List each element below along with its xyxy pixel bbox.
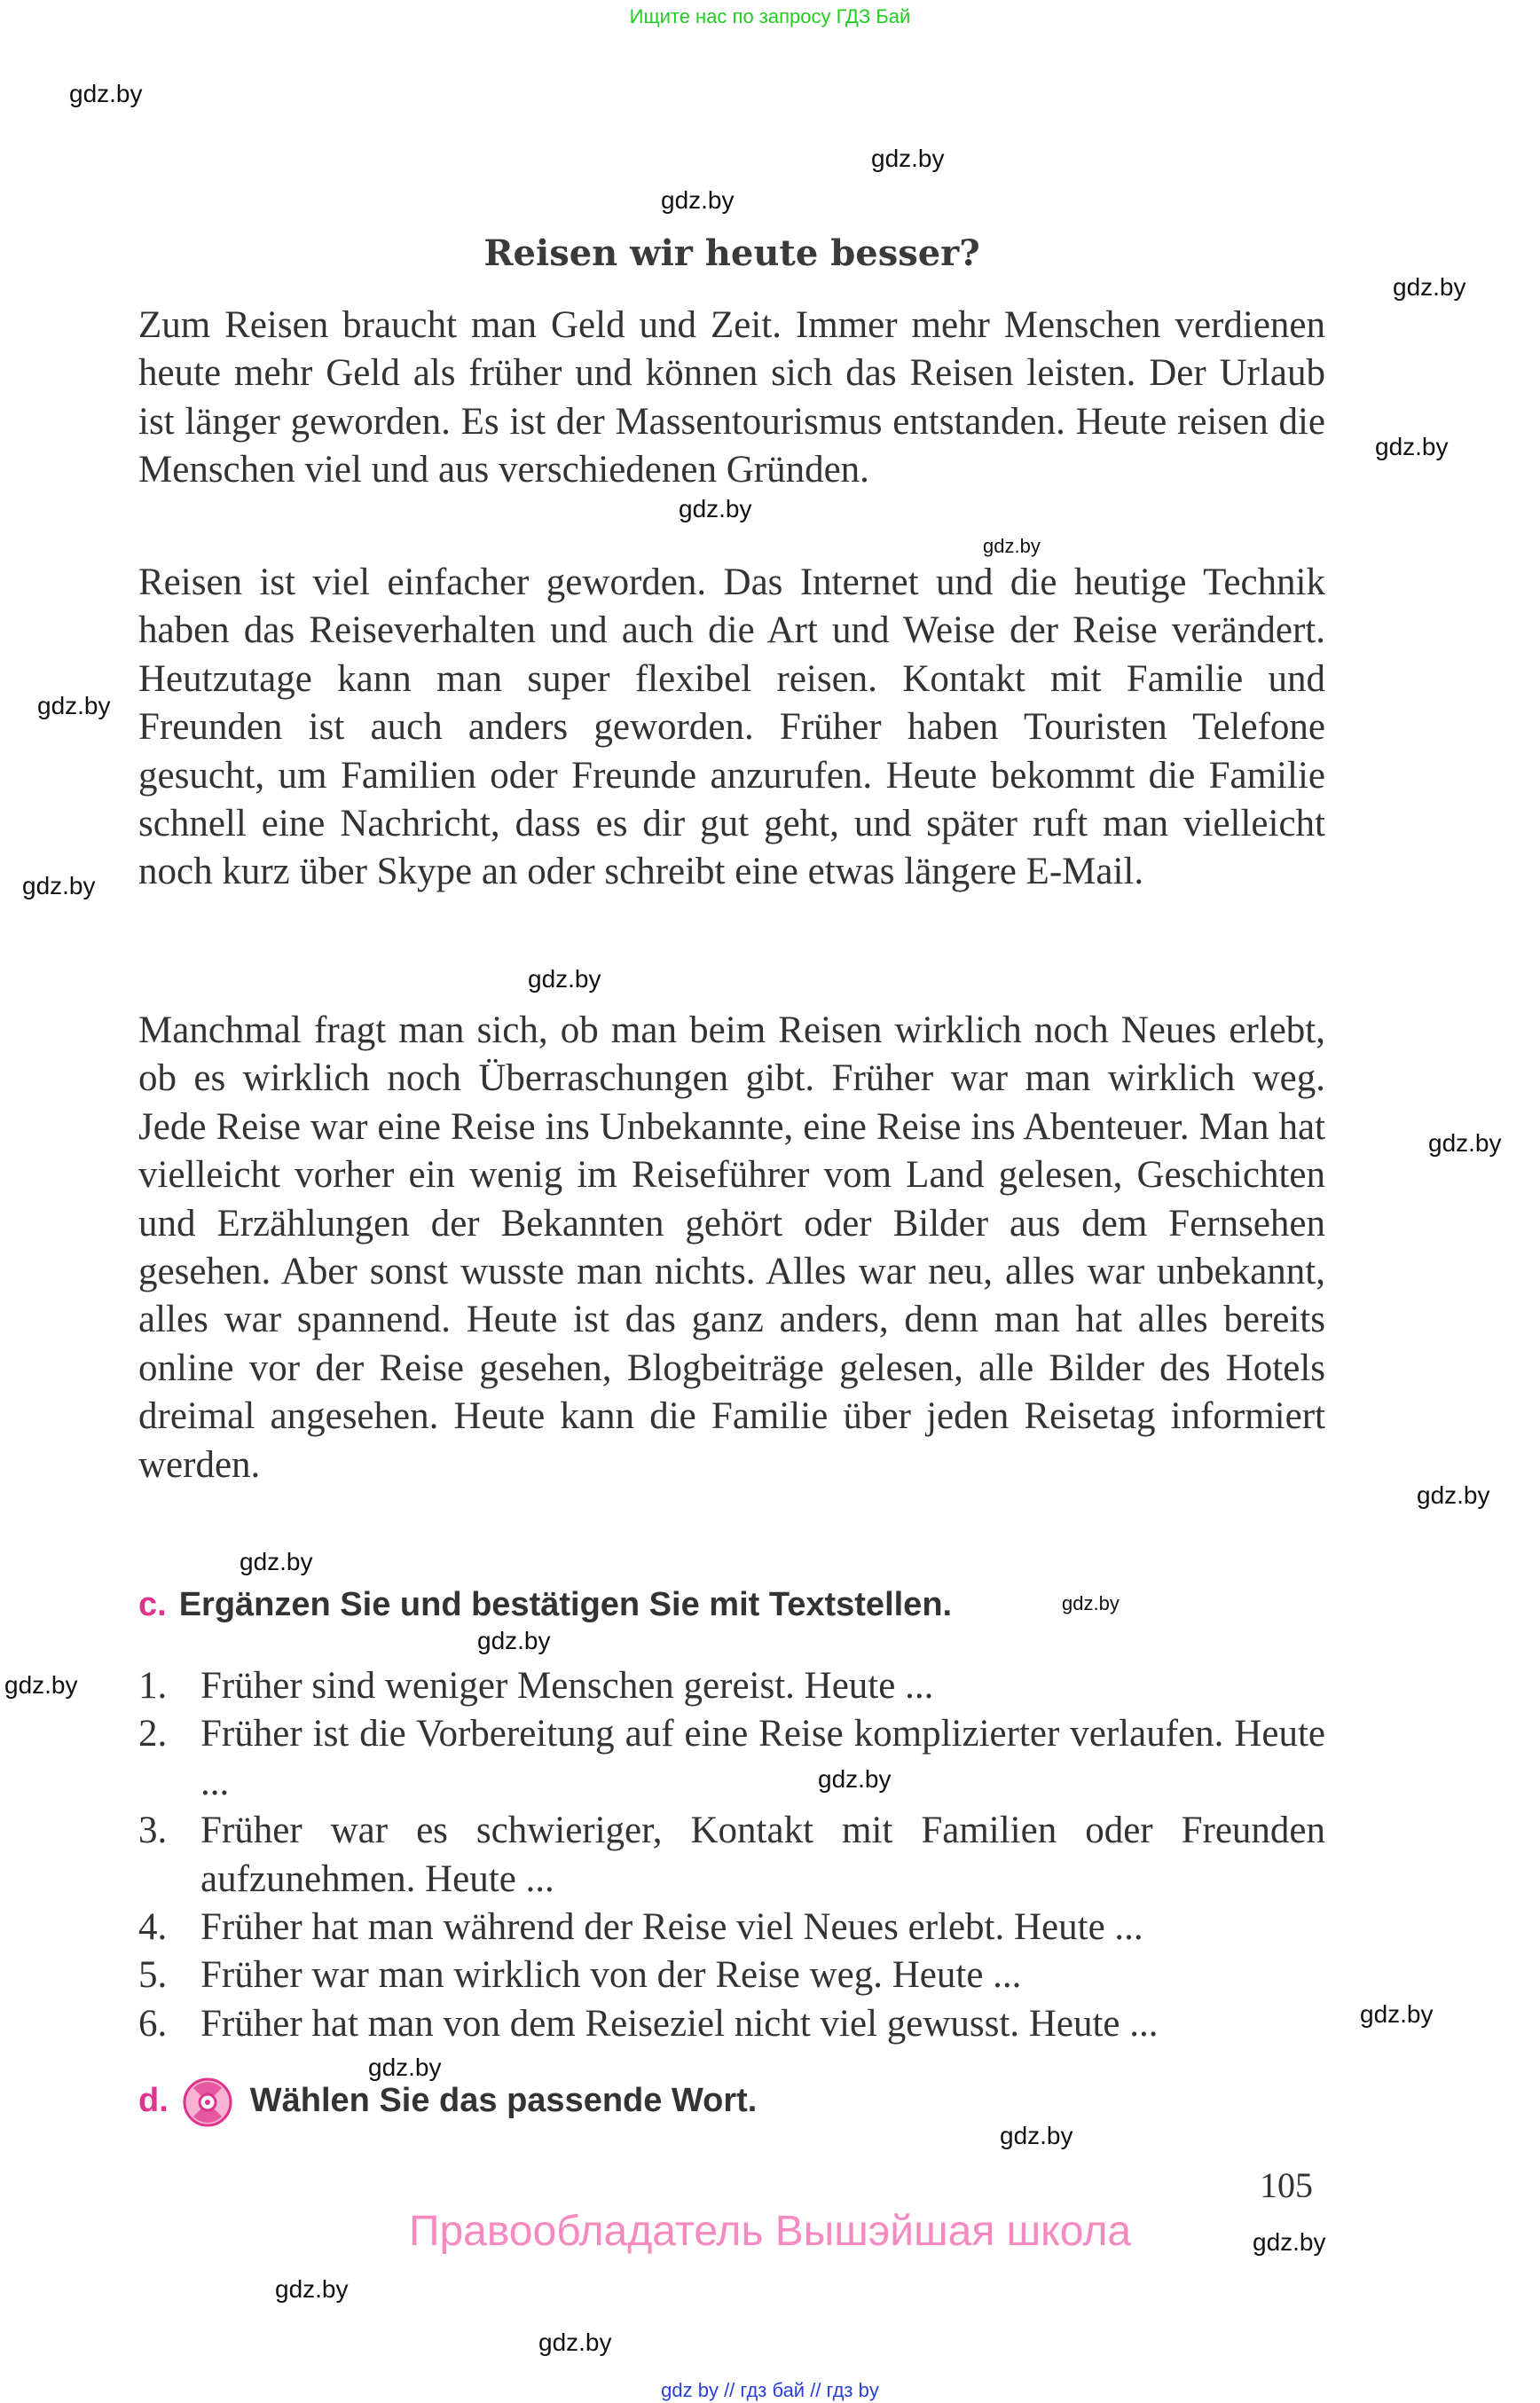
watermark: gdz.by	[1393, 273, 1466, 301]
watermark: gdz.by	[1000, 2122, 1073, 2149]
watermark: gdz.by	[538, 2328, 612, 2356]
watermark: gdz.by	[528, 965, 601, 993]
task-c-heading	[138, 1586, 952, 1624]
task-c-instruction: Ergänzen Sie und bestätigen Sie mit Textstellen.	[178, 1586, 953, 1623]
item-number: 6.	[138, 2002, 168, 2045]
item-text: Früher war man wirklich von der Reise weg. Heute ...	[200, 1954, 1022, 1997]
watermark: gdz.by	[871, 145, 945, 172]
watermark: gdz.by	[69, 80, 143, 107]
task-c-list	[138, 1662, 1325, 2048]
task-c-letter: c.	[138, 1586, 167, 1623]
item-text: Früher sind weniger Menschen gereist. Heute ...	[200, 1665, 934, 1707]
list-item	[138, 1662, 1325, 1710]
watermark: gdz.by	[477, 1627, 551, 1654]
rights-holder: Правообладатель Вышэйшая школа	[408, 2208, 1132, 2255]
list-item	[138, 1710, 1325, 1807]
watermark: gdz.by	[240, 1548, 313, 1575]
item-number: 2.	[138, 1713, 168, 1755]
list-item	[138, 1904, 1325, 1951]
watermark: gdz.by	[22, 872, 96, 899]
list-item	[138, 1807, 1325, 1904]
item-text: Früher war es schwieriger, Kontakt mit Familien oder Freunden aufzunehmen. Heute ...	[200, 1810, 1325, 1900]
watermark: gdz.by	[983, 535, 1041, 557]
text-title: Reisen wir heute besser?	[483, 232, 980, 274]
paragraph-2: Reisen ist viel einfacher geworden. Das Internet und die heutige Technik haben das Reiseverhalten und auch die Art und Weise der Reise verändert. Heutzutage kann man super flexibel reisen. Kontakt mit Familie und Freunden ist auch anders geworden. Früher haben Touristen Telefone gesucht, um Familien oder Freunde anzurufen. Heute bekommt die Familie schnell eine Nachricht, dass es dir gut geht, und später ruft man vielleicht noch kurz über Skype an oder schreibt eine etwas längere E-Mail.	[138, 561, 1325, 893]
watermark: gdz.by	[1375, 433, 1449, 460]
paragraph-3: Manchmal fragt man sich, ob man beim Reisen wirklich noch Neues erlebt, ob es wirklich noch Überraschungen gibt. Früher war man wirklich weg. Jede Reise war eine Reise ins Unbekannte, eine Reise ins Abenteuer. Man hat vielleicht vorher ein wenig im Reiseführer vom Land gelesen, Geschichten und Erzählungen der Bekannten gehört oder Bilder aus dem Fernsehen gesehen. Aber sonst wusste man nichts. Alles war neu, alles war unbekannt, alles war spannend. Heute ist das ganz anders, denn man hat alles bereits online vor der Reise gesehen, Blogbeiträge gelesen, alle Bilder des Hotels dreimal angesehen. Heute kann die Familie über jeden Reisetag informiert werden.	[138, 1009, 1325, 1486]
top-search-note: Ищите нас по запросу ГДЗ Бай	[629, 5, 911, 27]
watermark: gdz.by	[818, 1765, 892, 1793]
item-number: 1.	[138, 1665, 168, 1707]
watermark: gdz.by	[1253, 2228, 1326, 2256]
list-item	[138, 2000, 1325, 2048]
item-text: Früher hat man von dem Reiseziel nicht viel gewusst. Heute ...	[200, 2002, 1159, 2045]
page-number: 105	[1260, 2165, 1313, 2205]
watermark: gdz.by	[1360, 2000, 1434, 2028]
audio-cd-icon[interactable]	[181, 2076, 234, 2129]
item-number: 5.	[138, 1954, 168, 1997]
item-text: Früher hat man während der Reise viel Neues erlebt. Heute ...	[200, 1906, 1143, 1949]
item-number: 3.	[138, 1810, 168, 1852]
watermark: gdz.by	[4, 1671, 78, 1699]
watermark: gdz.by	[661, 186, 735, 214]
task-d-heading	[138, 2076, 757, 2129]
watermark: gdz.by	[1062, 1592, 1120, 1614]
watermark: gdz.by	[679, 495, 752, 522]
watermark: gdz.by	[37, 692, 111, 719]
watermark: gdz.by	[1428, 1129, 1502, 1157]
paragraph-1: Zum Reisen braucht man Geld und Zeit. Immer mehr Menschen verdienen heute mehr Geld als früher und können sich das Reisen leisten. Der Urlaub ist länger geworden. Es ist der Massentourismus entstanden. Heute reisen die Menschen viel und aus verschiedenen Gründen.	[138, 304, 1325, 491]
watermark: gdz.by	[1417, 1481, 1490, 1509]
watermark: gdz.by	[275, 2275, 349, 2303]
task-d-instruction: Wählen Sie das passende Wort.	[249, 2082, 758, 2120]
item-number: 4.	[138, 1906, 168, 1949]
list-item	[138, 1951, 1325, 1999]
watermark: gdz.by	[368, 2054, 442, 2081]
task-d-letter: d.	[138, 2082, 169, 2120]
footer-links[interactable]: gdz by // гдз бай // гдз by	[661, 2379, 879, 2401]
item-text: Früher ist die Vorbereitung auf eine Reise komplizierter verlaufen. Heute ...	[200, 1713, 1325, 1803]
